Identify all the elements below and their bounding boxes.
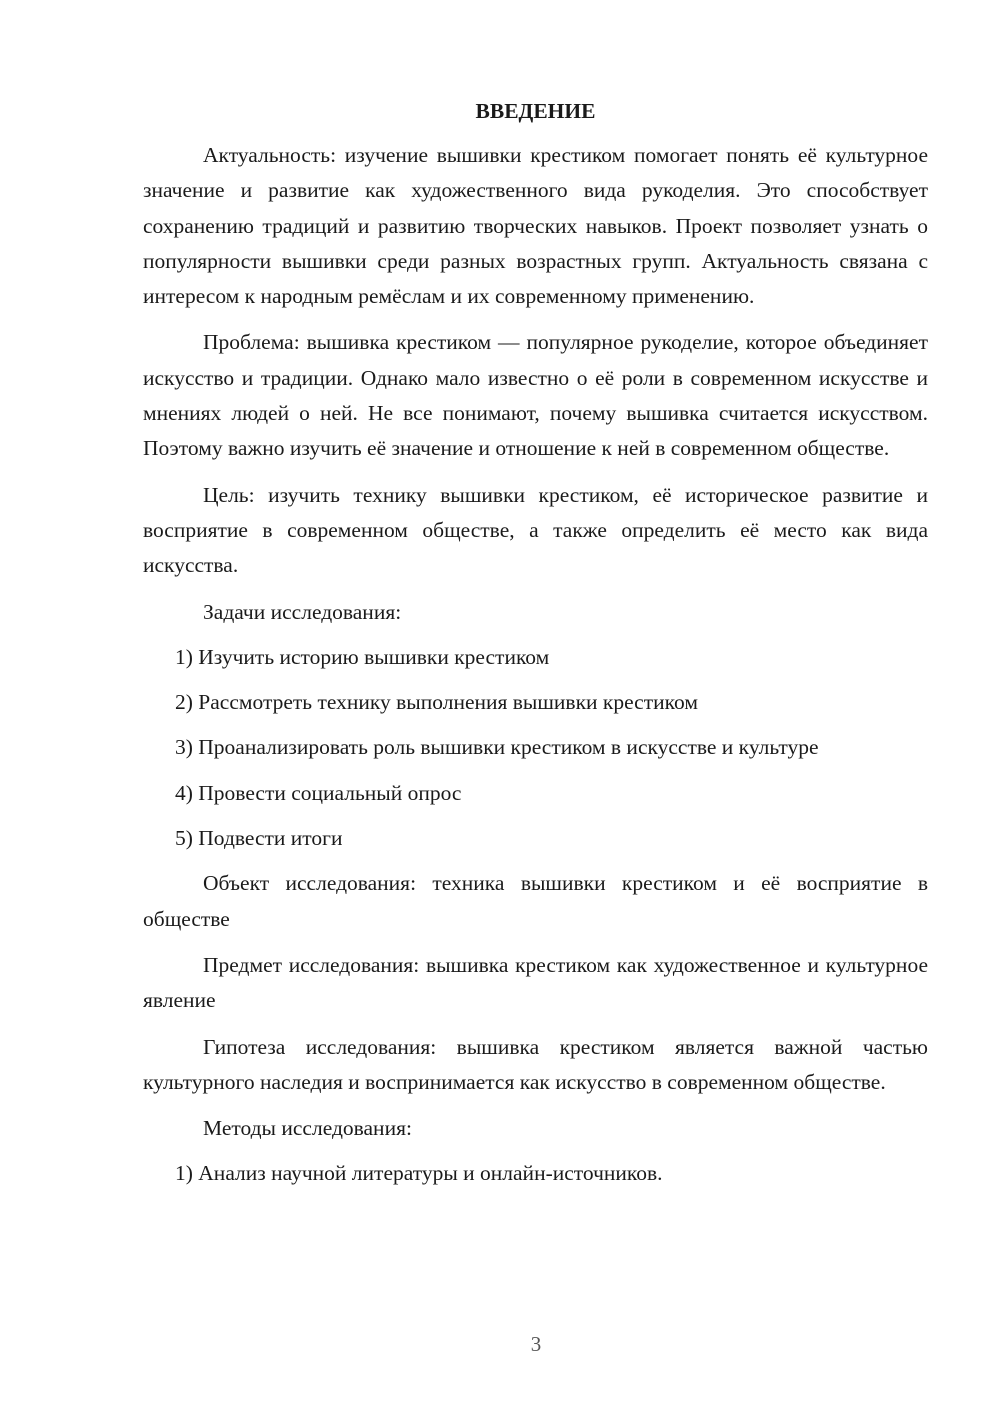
list-item: 1) Анализ научной литературы и онлайн-источников. xyxy=(175,1161,663,1186)
list-item: 3) Проанализировать роль вышивки крестиком в искусстве и культуре xyxy=(175,735,819,760)
problem-paragraph: Проблема: вышивка крестиком — популярное рукоделие, которое объединяет искусство и традиции. Однако мало известно о её роли в современном искусстве и мнениях людей о ней. Не все понимают, почему вышивка считается искусством. Поэтому важно изучить её значение и отношение к ней в современном обществе. xyxy=(143,330,928,461)
goal-paragraph: Цель: изучить технику вышивки крестиком, её историческое развитие и восприятие в современном обществе, а также определить её место как вида искусства. xyxy=(143,482,928,578)
relevance-paragraph: Актуальность: изучение вышивки крестиком помогает понять её культурное значение и развитие как художественного вида рукоделия. Это способствует сохранению традиций и развитию творческих навыков. Проект позволяет узнать о популярности вышивки среди разных возрастных групп. Актуальность связана с интересом к народным ремёслам и их современному применению. xyxy=(143,143,928,309)
page-title: ВВЕДЕНИЕ xyxy=(475,99,596,123)
object-paragraph: Объект исследования: техника вышивки крестиком и её восприятие в обществе xyxy=(143,871,928,931)
list-item: 2) Рассмотреть технику выполнения вышивки крестиком xyxy=(175,690,698,715)
document-page xyxy=(143,96,928,1202)
hypothesis-paragraph: Гипотеза исследования: вышивка крестиком является важной частью культурного наследия и воспринимается как искусство в современном обществе. xyxy=(143,1034,928,1094)
list-item: 1) Изучить историю вышивки крестиком xyxy=(175,644,550,669)
methods-label: Методы исследования: xyxy=(203,1116,412,1141)
list-item: 5) Подвести итоги xyxy=(175,826,343,851)
list-item: 4) Провести социальный опрос xyxy=(175,780,462,805)
subject-paragraph: Предмет исследования: вышивка крестиком как художественное и культурное явление xyxy=(143,952,928,1013)
methods-list xyxy=(143,1156,928,1191)
tasks-label: Задачи исследования: xyxy=(203,599,402,624)
page-number: 3 xyxy=(530,1332,542,1356)
tasks-list xyxy=(143,640,928,856)
